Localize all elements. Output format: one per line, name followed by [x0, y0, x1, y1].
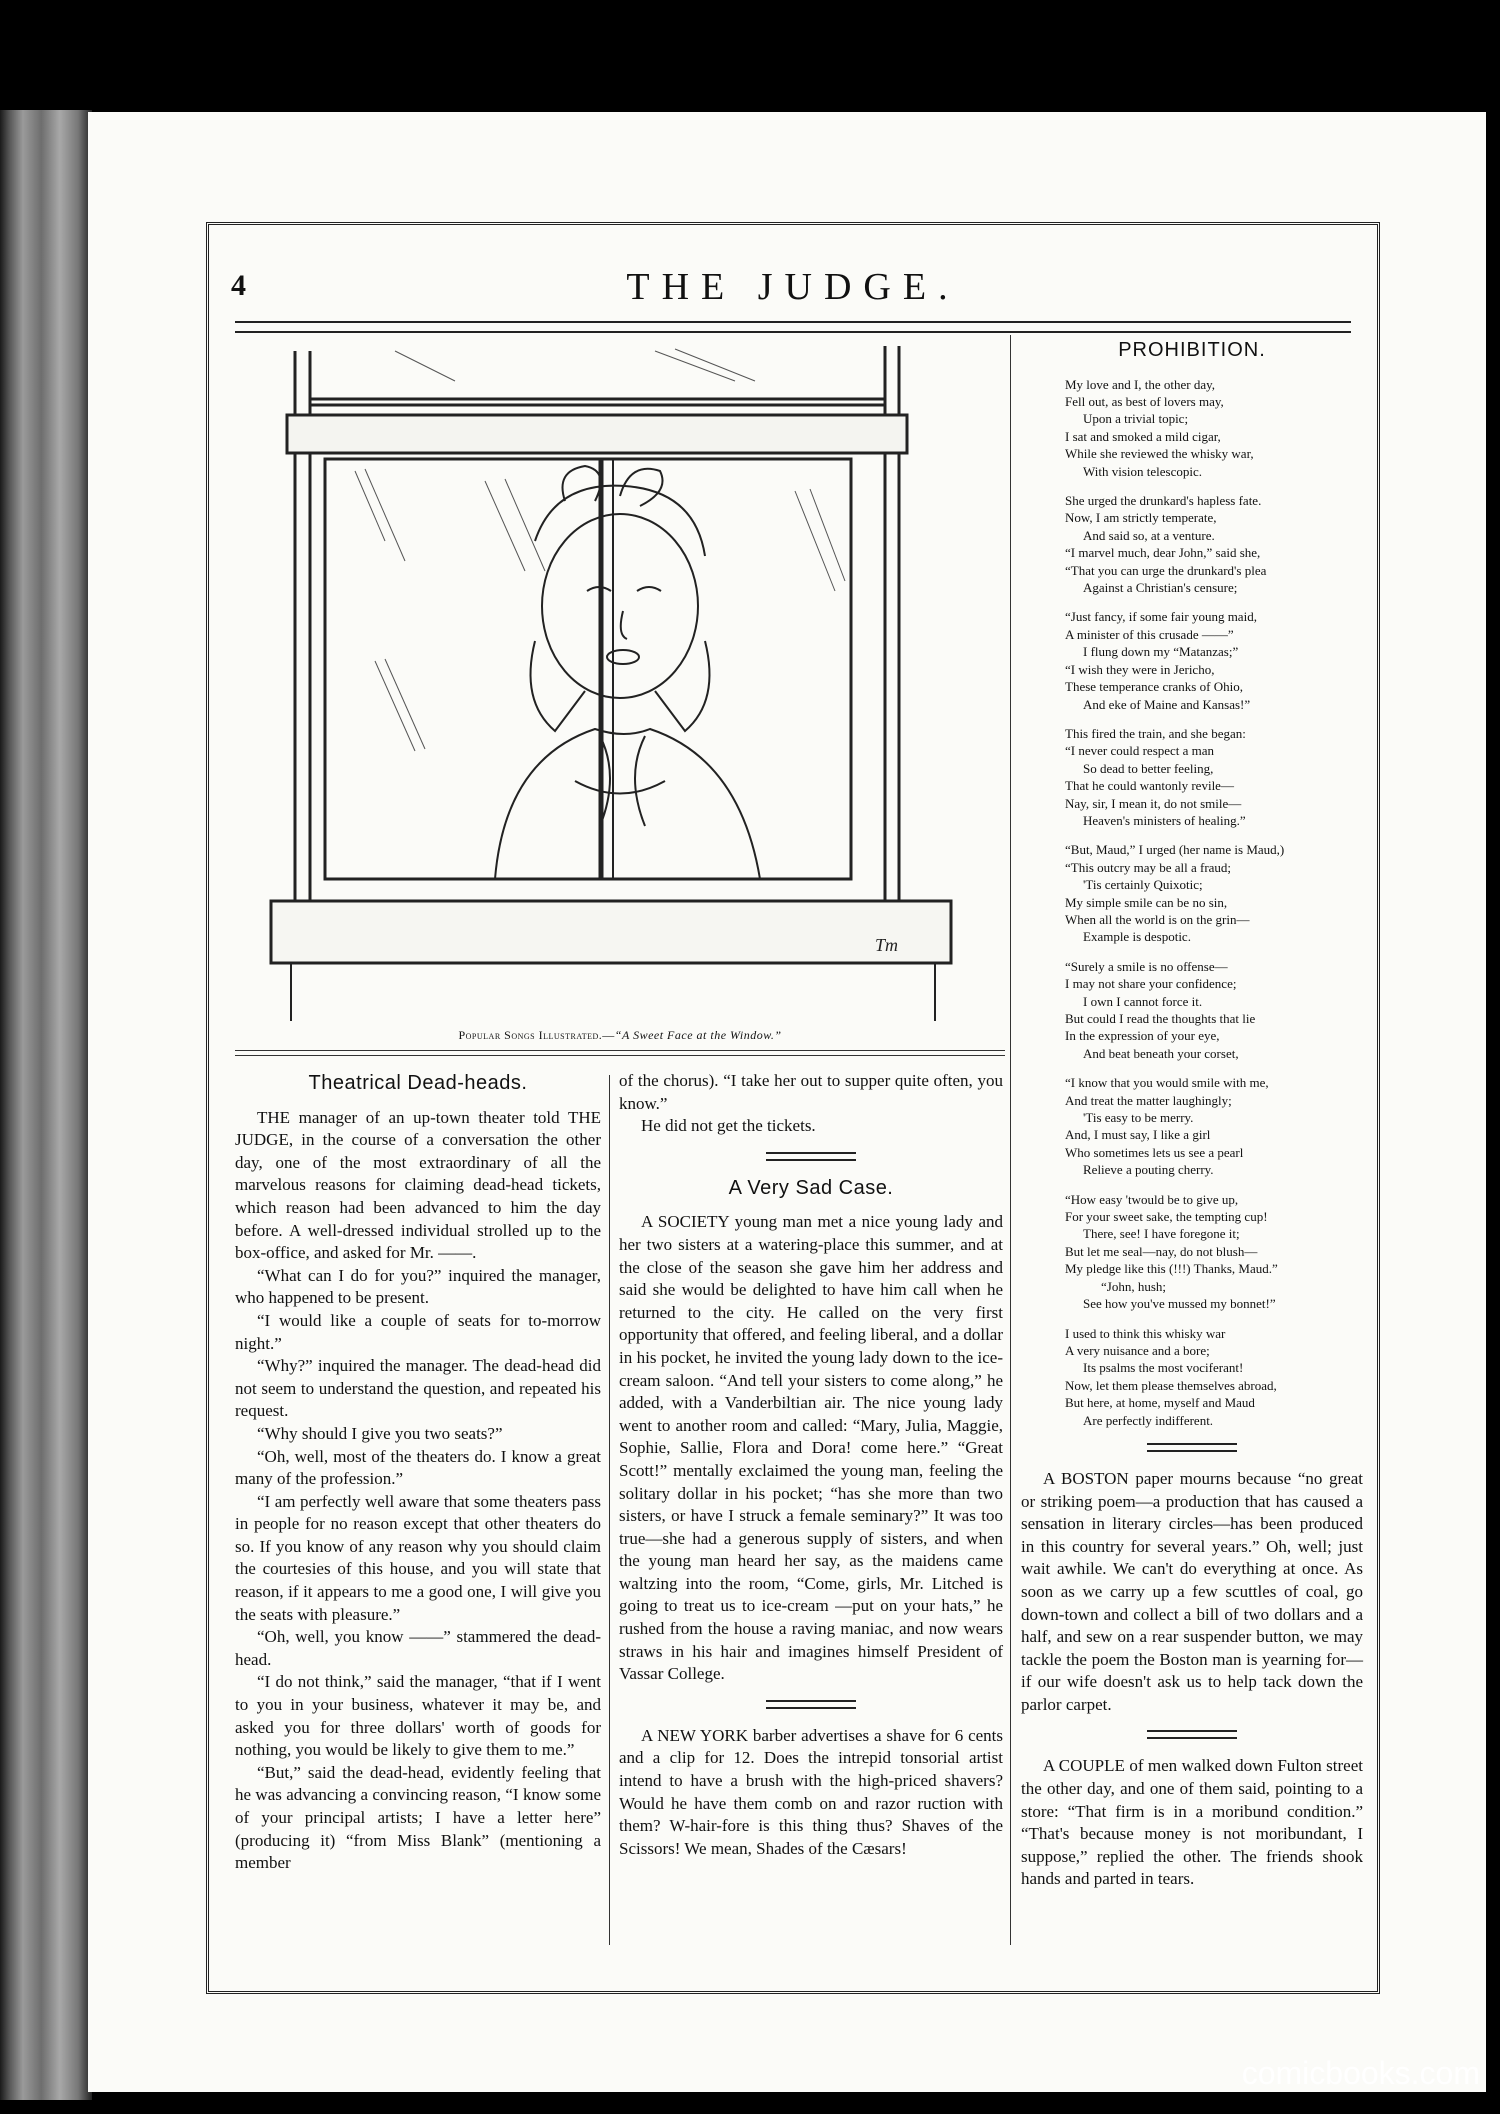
poem-line: “John, hush; — [1101, 1278, 1166, 1294]
poem-stanza — [1065, 1325, 1363, 1429]
fulton-text: A COUPLE of men walked down Fulton street the other day, and one of them said, pointing to a store: “That firm is in a moribund condition.” “That's because money is not moribundant, I suppose,” replied the other. The friends shook hands and parted in tears. — [1021, 1756, 1363, 1889]
poem-line: My simple smile can be no sin, — [1065, 894, 1228, 910]
column-theatrical — [235, 1070, 601, 1875]
theatrical-para: “Why?” inquired the manager. The dead-head did not seem to understand the question, and repeated his request. — [235, 1356, 601, 1421]
poem-stanza — [1065, 376, 1363, 480]
poem-line: So dead to better feeling, — [1083, 760, 1214, 776]
theatrical-title: Theatrical Dead-heads. — [308, 1072, 528, 1094]
theatrical-para: “What can I do for you?” inquired the manager, who happened to be present. — [235, 1265, 601, 1308]
column-divider-left — [609, 1075, 610, 1945]
theatrical-para: THE manager of an up-town theater told THE JUDGE, in the course of a conversation the other day, one of the most extraordinary of all the marvelous reasons for claiming dead-head tickets, which reason had been advanced to him the day before. A well-dressed individual strolled up to the box-office, and asked for Mr. ——. — [235, 1107, 601, 1263]
poem-line: For your sweet sake, the tempting cup! — [1065, 1209, 1268, 1225]
woman-figure — [495, 466, 760, 879]
poem-line: While she reviewed the whisky war, — [1065, 446, 1254, 462]
poem-line: I flung down my “Matanzas;” — [1083, 644, 1239, 660]
poem-line: My love and I, the other day, — [1065, 376, 1216, 392]
separator — [1147, 1730, 1237, 1739]
poem-line: Who sometimes lets us see a pearl — [1065, 1144, 1244, 1160]
poem-line: But here, at home, myself and Maud — [1065, 1395, 1255, 1411]
poem-line: “Just fancy, if some fair young maid, — [1065, 609, 1257, 625]
poem-line: With vision telescopic. — [1083, 463, 1202, 479]
poem-line: In the expression of your eye, — [1065, 1028, 1220, 1044]
separator — [1147, 1443, 1237, 1452]
poem-line: And treat the matter laughingly; — [1065, 1092, 1232, 1108]
theatrical-para: “I would like a couple of seats for to-morrow night.” — [235, 1310, 601, 1353]
poem-line: “I never could respect a man — [1065, 743, 1215, 759]
separator — [766, 1700, 856, 1709]
watermark: comicbooks.com — [1241, 2055, 1480, 2091]
poem-stanza — [1065, 958, 1363, 1062]
poem-line: This fired the train, and she began: — [1065, 725, 1246, 741]
theatrical-ending: He did not get the tickets. — [641, 1116, 816, 1136]
poem-stanza — [1065, 608, 1363, 712]
poem-line: A very nuisance and a bore; — [1065, 1342, 1210, 1358]
poem-line: See how you've mussed my bonnet!” — [1083, 1296, 1276, 1312]
poem-line: Heaven's ministers of healing.” — [1083, 812, 1246, 828]
poem-line: “That you can urge the drunkard's plea — [1065, 562, 1267, 578]
poem-line: These temperance cranks of Ohio, — [1065, 679, 1243, 695]
poem-line: Upon a trivial topic; — [1083, 411, 1189, 427]
poem-line: A minister of this crusade ——” — [1065, 626, 1234, 642]
poem-line: And eke of Maine and Kansas!” — [1083, 696, 1251, 712]
sad-case-text: A SOCIETY young man met a nice young lady and her two sisters at a watering-place this summer, and at the close of the season she gave him her address and said she would be delighted to have him call when he returned to the city. He called on the very first opportunity that offered, and feeling liberal, and a dollar in his pocket, he invited the young lady down to the ice-cream saloon. “And tell your sisters to come along,” he added, with a Vanderbiltian air. The nice young lady went to another room and called: “Mary, Julia, Maggie, Sophie, Sallie, Flora and Dora! come here.” “Great Scott!” mentally exclaimed the young man, feeling the solitary dollar in his pocket; “has she more than two sisters, or have I struck a female seminary?” It was too true—she had a generous supply of sisters, and when the young man heard her say, as the maidens came waltzing into the room, “Come, girls, Mr. Litched is going to treat us to ice-cream —put on your hats,” he rushed from the house a raving maniac, and now wears straws in his hair and imagines himself President of Vassar College. — [619, 1212, 1003, 1684]
column-middle — [619, 1070, 1003, 1860]
poem-line: But could I read the thoughts that lie — [1065, 1011, 1256, 1026]
poem-line: “I know that you would smile with me, — [1065, 1075, 1269, 1091]
theatrical-para: “But,” said the dead-head, evidently feeling that he was advancing a convincing reason, “I know some of your principal artists; I have a letter here” (producing it) “from Miss Blank” (mentioning a member — [235, 1762, 601, 1873]
poem-line: “But, Maud,” I urged (her name is Maud,) — [1065, 842, 1285, 858]
page-frame — [206, 222, 1380, 1994]
boston-text: A BOSTON paper mourns because “no great or striking poem—a production that has caused a sensation in literary circles—has been produced in this country for several years.” Oh, well; just wait awhile. We can't do everything at once. As soon as we carry up a few scuttles of coal, go down-town and collect a bill of two dollars and a half, and sew on a rear suspender button, we may tackle the poem the Boston man is yearning for—if our wife doesn't ask us to help tack down the parlor carpet. — [1021, 1468, 1363, 1714]
theatrical-para: “Oh, well, you know ——” stammered the dead-head. — [235, 1627, 601, 1669]
theatrical-continuation: of the chorus). “I take her out to supper quite often, you know.” — [619, 1071, 1003, 1113]
poem-stanza — [1065, 725, 1363, 829]
poem-line: Now, let them please themselves abroad, — [1065, 1377, 1277, 1393]
poem-line: I sat and smoked a mild cigar, — [1065, 428, 1221, 444]
poem-line: When all the world is on the grin— — [1065, 911, 1250, 927]
poem-line: I may not share your confidence; — [1065, 976, 1237, 992]
poem-line: And, I must say, I like a girl — [1065, 1127, 1211, 1143]
poem-line: Are perfectly indifferent. — [1083, 1412, 1214, 1428]
poem-line: My pledge like this (!!!) Thanks, Maud.” — [1065, 1261, 1278, 1277]
poem-line: Against a Christian's censure; — [1083, 580, 1238, 596]
poem-line: “I wish they were in Jericho, — [1065, 661, 1215, 677]
sad-case-title: A Very Sad Case. — [728, 1176, 894, 1199]
poem-line: That he could wantonly revile— — [1065, 778, 1234, 794]
poem-line: Example is despotic. — [1083, 929, 1191, 945]
poem-line: And said so, at a venture. — [1083, 527, 1215, 543]
caption-main: Popular Songs Illustrated. — [458, 1028, 603, 1042]
theatrical-para: “I do not think,” said the manager, “that if I went to you in your business, whatever it may be, and asked you for three dollars' worth of goods for nothing, you would be likely to give them to me.” — [235, 1672, 601, 1760]
poem-line: And beat beneath your corset, — [1083, 1045, 1239, 1061]
barber-text: A NEW YORK barber advertises a shave for 6 cents and a clip for 12. Does the intrepid tonsorial artist intend to have a brush with the high-priced shavers? Would he have them comb on and razor ruction with them? W-hair-fore is this thing thus? Shaves of the Scissors! We mean, Shades of the Cæsars! — [619, 1725, 1003, 1858]
masthead-title: THE JUDGE. — [626, 266, 960, 308]
poem-line: Now, I am strictly temperate, — [1065, 510, 1217, 526]
prohibition-poem — [1021, 376, 1363, 1429]
poem-line: She urged the drunkard's hapless fate. — [1065, 493, 1262, 509]
poem-stanza — [1065, 841, 1363, 945]
poem-line: I own I cannot force it. — [1083, 993, 1203, 1009]
poem-line: 'Tis certainly Quixotic; — [1083, 877, 1203, 893]
theatrical-para: “Oh, well, most of the theaters do. I know a great many of the profession.” — [235, 1446, 601, 1489]
column-right — [1021, 339, 1363, 1891]
poem-line: Nay, sir, I mean it, do not smile— — [1065, 795, 1242, 811]
artist-signature: Tm — [875, 935, 899, 955]
caption-title: “A Sweet Face at the Window.” — [614, 1028, 782, 1042]
column-divider-right — [1010, 335, 1011, 1945]
poem-line: But let me seal—nay, do not blush— — [1065, 1243, 1258, 1259]
book-edge — [0, 110, 92, 2100]
poem-line: I used to think this whisky war — [1065, 1325, 1226, 1341]
poem-line: Fell out, as best of lovers may, — [1065, 394, 1224, 409]
poem-line: “How easy 'twould be to give up, — [1065, 1191, 1239, 1207]
poem-line: There, see! I have foregone it; — [1083, 1226, 1240, 1242]
masthead-rule — [235, 321, 1351, 333]
poem-line: “This outcry may be all a fraud; — [1065, 859, 1232, 875]
illustration-caption: Popular Songs Illustrated.—“A Sweet Face at the Window.” — [458, 1028, 782, 1042]
separator — [766, 1152, 856, 1161]
theatrical-para: “Why should I give you two seats?” — [257, 1423, 503, 1443]
poem-line: 'Tis easy to be merry. — [1083, 1110, 1194, 1126]
poem-stanza — [1065, 1191, 1363, 1313]
poem-line: “I marvel much, dear John,” said she, — [1065, 545, 1261, 561]
poem-line: Relieve a pouting cherry. — [1083, 1162, 1214, 1178]
poem-stanza — [1065, 1074, 1363, 1178]
illustration-rule — [235, 1050, 1005, 1056]
poem-stanza — [1065, 492, 1363, 596]
poem-line: “Surely a smile is no offense— — [1065, 958, 1228, 974]
page-number: 4 — [231, 269, 246, 302]
theatrical-para: “I am perfectly well aware that some theaters pass in people for no reason except that other theaters do so. If you know of any reason why you should claim the courtesies of this house, and you will state that reason, if it appears to me a good one, I will give you the seats with pleasure.” — [235, 1491, 601, 1624]
prohibition-title: PROHIBITION. — [1118, 339, 1266, 361]
poem-line: Its psalms the most vociferant! — [1083, 1360, 1244, 1376]
window-illustration — [235, 341, 1005, 1061]
